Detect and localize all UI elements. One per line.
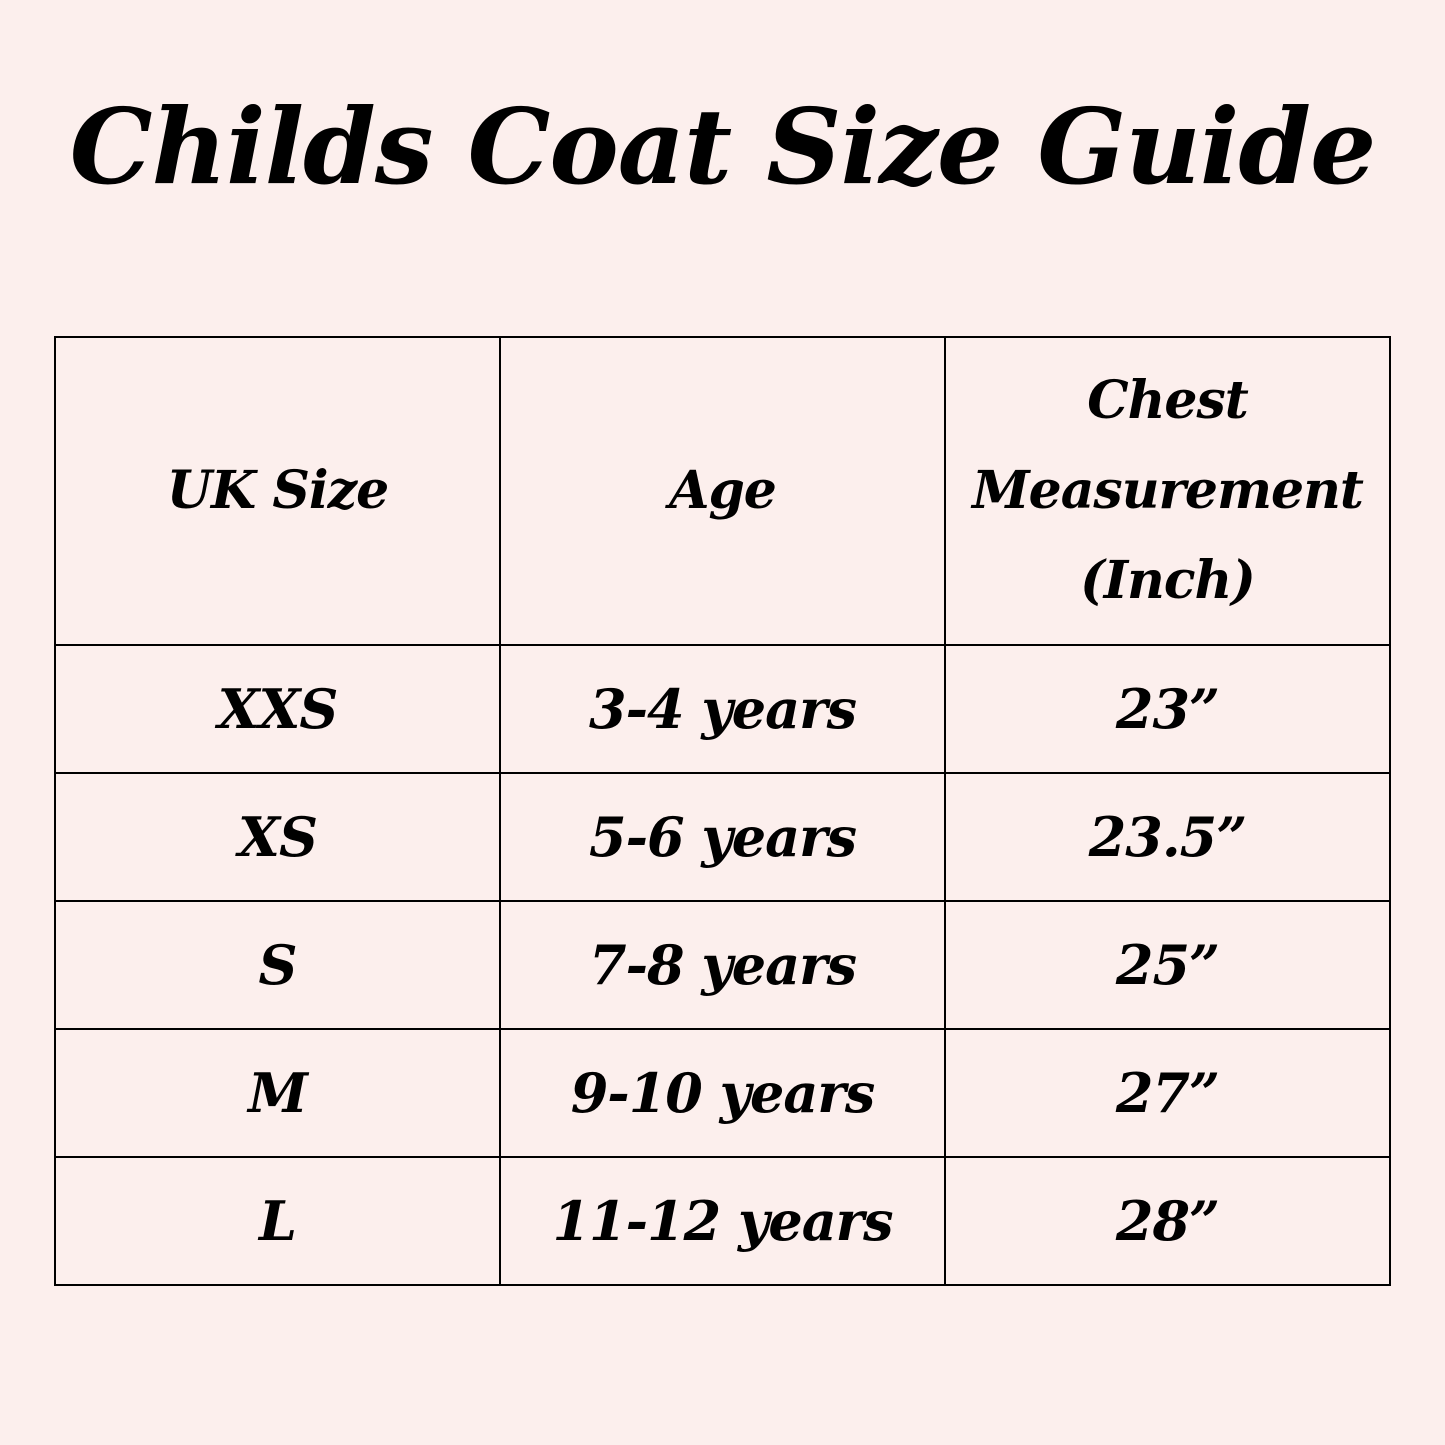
header-chest-line-3: (Inch) bbox=[1080, 550, 1255, 611]
cell-uk-size: XXS bbox=[55, 645, 500, 773]
header-age: Age bbox=[500, 337, 945, 645]
cell-uk-size: S bbox=[55, 901, 500, 1029]
page-title: Childs Coat Size Guide bbox=[69, 85, 1376, 208]
size-guide-table bbox=[54, 336, 1391, 1286]
cell-uk-size: XS bbox=[55, 773, 500, 901]
cell-age: 5-6 years bbox=[500, 773, 945, 901]
table-row bbox=[55, 901, 1390, 1029]
header-uk-size: UK Size bbox=[55, 337, 500, 645]
table-row bbox=[55, 1029, 1390, 1157]
cell-age: 11-12 years bbox=[500, 1157, 945, 1285]
table-row bbox=[55, 1157, 1390, 1285]
table-row bbox=[55, 773, 1390, 901]
cell-uk-size: L bbox=[55, 1157, 500, 1285]
cell-age: 3-4 years bbox=[500, 645, 945, 773]
header-chest-line-2: Measurement bbox=[972, 460, 1363, 521]
header-chest-line-1: Chest bbox=[1087, 370, 1248, 431]
table-row bbox=[55, 645, 1390, 773]
cell-chest: 23” bbox=[945, 645, 1390, 773]
header-chest-measurement bbox=[945, 337, 1390, 645]
cell-uk-size: M bbox=[55, 1029, 500, 1157]
cell-chest: 25” bbox=[945, 901, 1390, 1029]
cell-chest: 23.5” bbox=[945, 773, 1390, 901]
cell-chest: 28” bbox=[945, 1157, 1390, 1285]
cell-age: 9-10 years bbox=[500, 1029, 945, 1157]
cell-chest: 27” bbox=[945, 1029, 1390, 1157]
table-header-row bbox=[55, 337, 1390, 645]
cell-age: 7-8 years bbox=[500, 901, 945, 1029]
